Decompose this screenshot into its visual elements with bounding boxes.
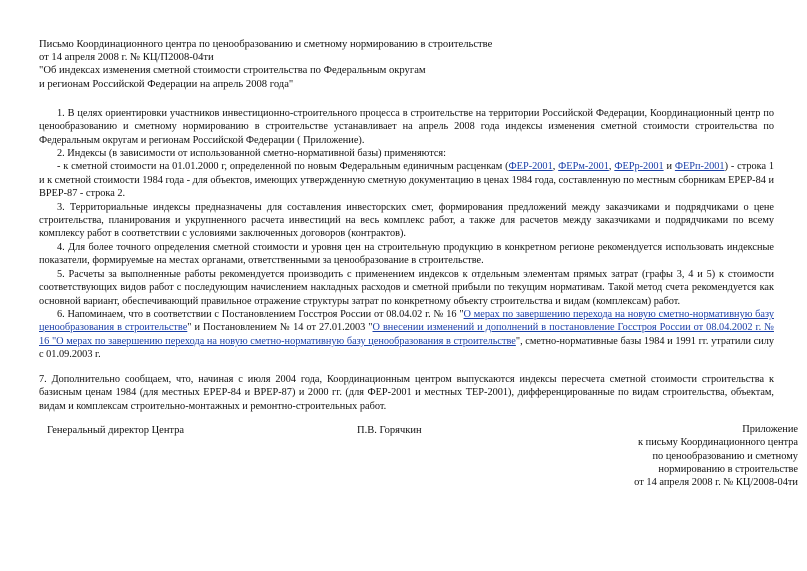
paragraph-6-text-mid: " и Постановлением № 14 от 27.01.2003 " — [187, 322, 373, 334]
document-body — [39, 107, 774, 362]
appendix-line-5: от 14 апреля 2008 г. № КЦ/2008-04ти — [634, 477, 798, 489]
link-ferp-2001[interactable]: ФЕРп-2001 — [674, 161, 725, 173]
paragraph-2a-and: и — [666, 161, 673, 173]
paragraph-3: 3. Территориальные индексы предназначены для составления инвесторских смет, формирования предложений между заказчиками и подрядчиками о цене строительства, планирования и укрупненного расчета инвестиций на весь комплекс работ, а также для расчетов между заказчиками и подрядчиками по всему комплексу работ в соответствии с условиями заключенных договоров (контрактов). — [39, 201, 774, 240]
paragraph-1: 1. В целях ориентировки участников инвестиционно-строительного процесса в строительстве на территории Российской Федерации, Координационный центр по ценообразованию и сметному нормированию в строительстве устанавливает на апрель 2008 года индексы изменения сметной стоимости строительства по Федеральным округам и регионам Российской Федерации ( Приложение). — [39, 107, 774, 146]
appendix-reference — [634, 423, 798, 489]
header-line-3: "Об индексах изменения сметной стоимости строительства по Федеральным округам — [39, 65, 426, 77]
header-line-1: Письмо Координационного центра по ценообразованию и сметному нормированию в строительстве — [39, 39, 493, 50]
appendix-line-3: по ценообразованию и сметному — [652, 450, 798, 462]
paragraph-6-text-before: 6. Напоминаем, что в соответствии с Постановлением Госстроя России от 08.04.02 г. № 16 " — [57, 308, 464, 320]
header-line-2: от 14 апреля 2008 г. № КЦ/П2008-04ти — [39, 52, 214, 64]
paragraph-2a-text-before: - к сметной стоимости на 01.01.2000 г, определенной по новым Федеральным единичным расценкам ( — [57, 161, 509, 173]
header-line-4: и регионам Российской Федерации на апрель 2008 года" — [39, 78, 294, 90]
paragraph-4: 4. Для более точного определения сметной стоимости и уровня цен на строительную продукцию в конкретном регионе рекомендуется использовать индексные показатели, формируемые на местах органами, ответственными за ценообразование в строительстве. — [39, 241, 774, 267]
spacer — [39, 362, 774, 373]
paragraph-2a: - к сметной стоимости на 01.01.2000 г, определенной по новым Федеральным единичным расценкам (ФЕР-2001, ФЕРм-2001, ФЕРр-2001 и ФЕРп-2001) - строка 1 и к сметной стоимости 1984 года - для объектов, имеющих утвержденную сметную документацию в ценах 1984 года, составленную по местным сборникам ЕРЕР-84 и ВРЕР-87 - строка 2. — [39, 161, 775, 200]
signature-role: Генеральный директор Центра — [47, 425, 185, 437]
appendix-line-1: Приложение — [742, 424, 798, 435]
link-ferm-2001[interactable]: ФЕРм-2001 — [558, 161, 609, 173]
paragraph-6 — [39, 308, 774, 362]
document-header — [39, 38, 774, 91]
link-postanovlenie-14[interactable]: О внесении изменений и дополнений в постановление Госстроя России от 08.04.2002 г. № 16 "О мерах по завершению перехода на новую сметно-нормативную базу ценообразования в строительстве — [39, 322, 774, 347]
signature-name: П.В. Горячкин — [357, 425, 422, 437]
appendix-line-2: к письму Координационного центра — [637, 437, 798, 449]
link-fer-2001[interactable]: ФЕР-2001 — [508, 161, 553, 173]
appendix-line-4: нормированию в строительстве — [658, 463, 798, 475]
paragraph-5: 5. Расчеты за выполненные работы рекомендуется производить с применением индексов к отдельным элементам прямых затрат (графы 3, 4 и 5) к стоимости соответствующих видов работ с последующим начислением накладных расходов и сметной прибыли по текущим нормативам. Такой метод счета рекомендуется как основной вариант, обеспечивающий правильное отражение структуры затрат по конкретному объекту строительства и видам (комплексам) работ. — [39, 268, 774, 307]
paragraph-2a-text-after: ) - строка 1 и к сметной стоимости 1984 года - для объектов, имеющих утвержденную сметную документацию в ценах 1984 года, составленную по местным сборникам ЕРЕР-84 и ВРЕР-87 - строка 2. — [39, 161, 775, 200]
link-ferr-2001[interactable]: ФЕРр-2001 — [614, 161, 664, 173]
link-postanovlenie-16[interactable]: О мерах по завершению перехода на новую сметно-нормативную базу ценообразования в строительстве — [39, 308, 774, 334]
document-page — [39, 38, 774, 445]
paragraph-2: 2. Индексы (в зависимости от использованной сметно-нормативной базы) применяются: — [57, 148, 447, 160]
paragraph-7: 7. Дополнительно сообщаем, что, начиная с июля 2004 года, Координационным центром выпускаются индексы пересчета сметной стоимости строительства к базисным ценам 1984 (для местных ЕРЕР-84 и ВРЕР-87) и 2000 гг. (для ФЕР-2001 и местных ТЕР-2001), дифференцированные по видам строительства, объектам, видам и комплексам строительно-монтажных и ремонтно-строительных работ. — [39, 373, 774, 413]
paragraph-6-text-after: ", сметно-нормативные базы 1984 и 1991 гг. утратили силу с 01.09.2003 г. — [39, 335, 774, 361]
